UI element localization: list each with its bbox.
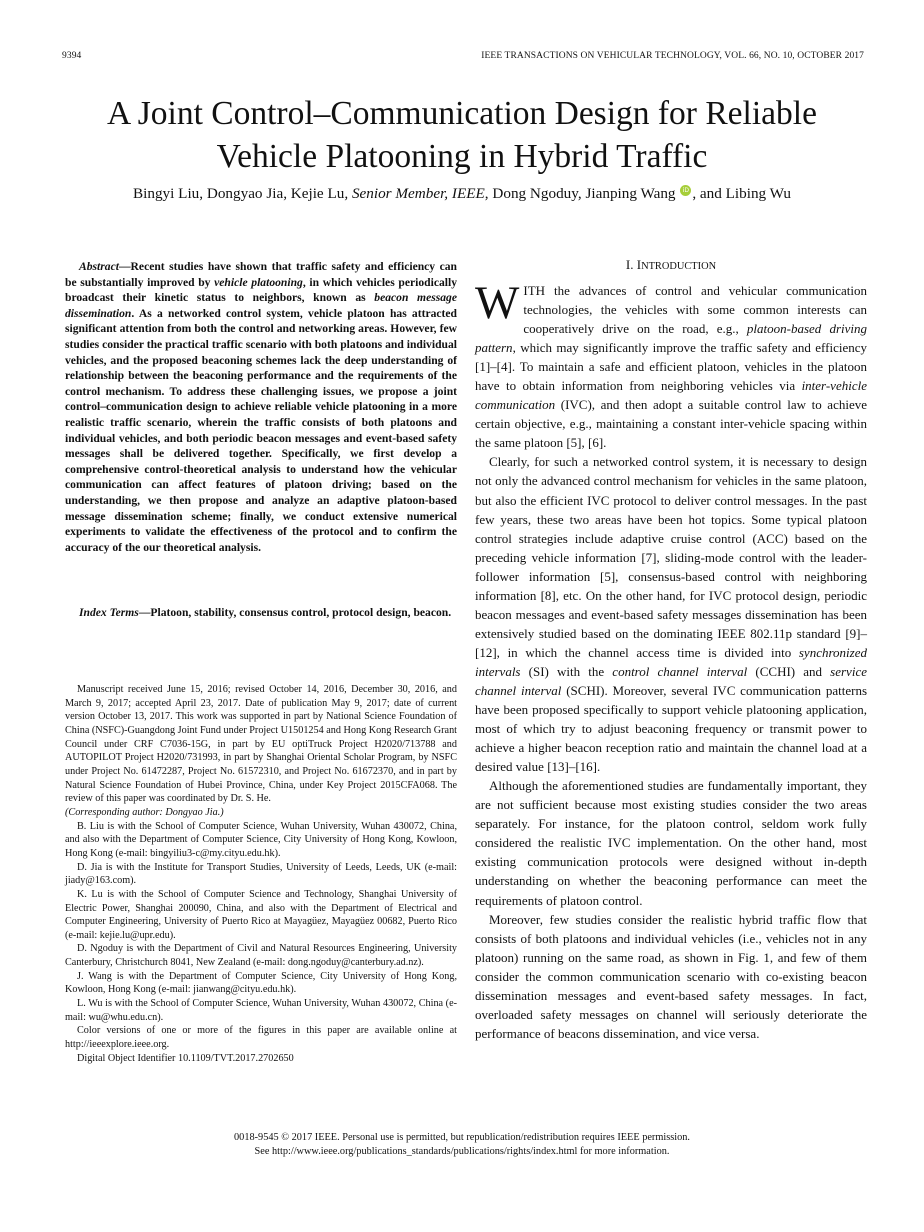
intro-emphasis: platoon-based driving pattern — [475, 321, 867, 356]
corresponding-author: (Corresponding author: Dongyao Jia.) — [65, 806, 224, 818]
intro-emphasis: control channel interval — [612, 663, 748, 679]
introduction-body — [475, 277, 868, 1043]
section-title-smallcaps: NTRODUCTION — [641, 261, 717, 272]
intro-paragraph-1 — [475, 277, 867, 452]
intro-paragraph-3: Although the aforementioned studies are fundamentally important, they are not sufficient because most existing studies consider the two areas separately. For instance, for the platoon control, seldom work fully considered the realistic IVC implementation. On the other hand, most existing communication protocols were designed without in-depth understanding on whether the beaconing performance can meet the requirements of platoon control. — [475, 778, 867, 908]
abstract-text: —Recent studies have shown that traffic safety and efficiency can be substantially improved by — [65, 260, 457, 289]
section-heading-introduction — [475, 257, 867, 273]
intro-text: , which may significantly improve the traffic safety and efficiency [1]–[4]. To maintain a safe and efficient platoon, vehicles in the platoon have to obtain information from neighboring vehicles via — [475, 340, 867, 394]
journal-header: IEEE TRANSACTIONS ON VEHICULAR TECHNOLOGY, VOL. 66, NO. 10, OCTOBER 2017 — [481, 51, 864, 61]
author-role: , Senior Member, IEEE — [344, 185, 485, 202]
footnote-manuscript: Manuscript received June 15, 2016; revised October 14, 2016, December 30, 2016, and March 9, 2017; accepted April 23, 2017. Date of publication May 9, 2017; date of current version October 13, 2017. This work was supported in part by National Science Foundation of China (NSFC)-Guangdong Joint Fund under Project U1501254 and Hong Kong Research Grant Council under CRF C7036-15G, in part by EU optiTruck Project H2020/713788 and AUTOPILOT Project H2020/731993, in part by Shanghai Oriental Scholar Program, by NSFC under Project No. 61472287, Project No. 61572310, and Project No. 61672370, and in part by Natural Science Foundation of Hubei Province, China, under Key Project 2015CFA068. The review of this paper was coordinated by Dr. S. He. — [65, 684, 457, 805]
footnote-affiliation-jia: D. Jia is with the Institute for Transport Studies, University of Leeds, Leeds, UK (e-mail: jiady@163.com). — [65, 861, 457, 887]
section-numeral: I. I — [625, 257, 642, 272]
copyright-line-1: 0018-9545 © 2017 IEEE. Personal use is permitted, but republication/redistribution requires IEEE permission. — [234, 1132, 690, 1143]
footnote-affiliation-lu: K. Lu is with the School of Computer Science and Technology, Shanghai University of Electric Power, Shanghai 200090, China, and also with the Department of Electrical and Computer Engineering, University of Puerto Rico at Mayagüez, Mayagüez 00682, Puerto Rico (e-mail: kejie.lu@upr.edu). — [65, 888, 457, 941]
intro-text: (SCHI). Moreover, several IVC communication patterns have been proposed specifically to support vehicle platooning application, most of which try to adjust beaconing frequency or transmit power to achieve a higher beacon reception ratio and maintain the channel load at a desired value [13]–[16]. — [475, 682, 868, 775]
intro-text: ITH the advances of control and vehicular communication technologies, the vehicles with some common interests can cooperatively drive on the road, e.g., — [523, 283, 867, 337]
index-terms — [65, 605, 457, 621]
intro-paragraph-2 — [475, 452, 867, 776]
author-list — [40, 185, 884, 203]
footnote-corresponding — [65, 806, 457, 820]
abstract-emphasis: vehicle platooning — [214, 275, 303, 289]
footnote-affiliation-wang: J. Wang is with the Department of Computer Science, City University of Hong Kong, Kowloon, Hong Kong (e-mail: jianwang@cityu.edu.hk). — [65, 970, 457, 996]
page-number: 9394 — [62, 51, 82, 61]
index-terms-label: Index Terms — [79, 606, 139, 619]
authors-part-2: , Dong Ngoduy, Jianping Wang — [484, 185, 676, 202]
paper-title — [40, 92, 884, 178]
title-line-1: A Joint Control–Communication Design for Reliable — [107, 95, 817, 132]
title-line-2: Vehicle Platooning in Hybrid Traffic — [216, 138, 708, 175]
footnote-affiliation-ngoduy: D. Ngoduy is with the Department of Civil and Natural Resources Engineering, University Canterbury, Christchurch 8041, New Zealand (e-mail: dong.ngoduy@canterbury.ad.nz). — [65, 943, 457, 969]
footnote-doi: Digital Object Identifier 10.1109/TVT.2017.2702650 — [77, 1052, 294, 1064]
drop-cap: W — [475, 277, 520, 329]
intro-emphasis: service channel interval — [475, 663, 867, 698]
intro-emphasis: inter-vehicle communication — [475, 378, 867, 413]
intro-emphasis: synchronized intervals — [475, 644, 867, 679]
footnote-affiliation-wu: L. Wu is with the School of Computer Science, Wuhan University, Wuhan 430072, China (e-mail: wu@whu.edu.cn). — [65, 998, 457, 1023]
intro-paragraph-4: Moreover, few studies consider the realistic hybrid traffic flow that consists of both platoons and individual vehicles (i.e., vehicles not in any platoon) running on the same road, as shown in Fig. 1, and few of them consider the common communication scenario with co-existing beacon dissemination messages and event-based safety messages. In fact, overloaded safety messages on channel will seriously deteriorate the performance of beacons dissemination, and vice versa. — [475, 911, 867, 1041]
footnote-color-versions: Color versions of one or more of the figures in this paper are available online at http://ieeexplore.ieee.org. — [65, 1025, 457, 1051]
abstract-text: , in which vehicles periodically broadcast their kinetic status to neighbors, known as — [65, 275, 457, 305]
authors-part-3: , and Libing Wu — [692, 185, 791, 202]
authors-part-1: Bingyi Liu, Dongyao Jia, Kejie Lu — [133, 185, 345, 202]
orcid-icon[interactable]: iD — [680, 185, 691, 196]
abstract-emphasis: beacon message dissemination — [65, 291, 457, 320]
intro-text: Clearly, for such a networked control system, it is necessary to design not only the advanced control mechanism for vehicles in the same platoon, but also the efficient IVC protocol to deliver control messages. In the past few years, these two areas have been hot topics. Some typical platoon control strategies include adaptive cruise control (ACC) based on the preceding vehicle information [7], sliding-mode control with the leader-follower information [5], consensus-based control with neighboring information [8], etc. On the other hand, for IVC protocol design, periodic beacon messages and event-based safety messages dissemination has been extensively studied based on the dominating IEEE 802.11p standard [9]–[12], in which the channel access time is divided into — [475, 454, 867, 660]
abstract-label: Abstract — [79, 260, 119, 273]
footnotes — [65, 683, 457, 1065]
abstract-text: . As a networked control system, vehicle platoon has attracted significant attention from both the control and networking areas. However, few studies consider the practical traffic scenario with both platoons and individual vehicles, and the proposed beaconing schemes lack the deep understanding of relationship between the beaconing performance and the requirements of the control mechanism. To address these challenging issues, we propose a joint control–communication design to achieve reliable vehicle platooning in a more realistic traffic scenario, wherein the traffic consists of both platoons and individual vehicles, and both periodic beacon messages and event-based safety messages shall be delivered together. Specifically, we first develop a comprehensive control-theoretical analysis to understand how the vehicular communication can affect features of platoon driving; based on the understanding, we then propose and analyze an adaptive platoon-based message dissemination scheme; finally, we conduct extensive numerical experiments to validate the effectiveness of the protocol and to confirm the accuracy of the our theoretical analysis. — [65, 306, 457, 554]
copyright-line-2[interactable]: See http://www.ieee.org/publications_standards/publications/rights/index.html for more information. — [254, 1145, 670, 1157]
abstract — [65, 259, 457, 555]
index-terms-text: —Platoon, stability, consensus control, protocol design, beacon. — [138, 606, 452, 619]
intro-text: (SI) with the — [520, 663, 613, 679]
footnote-affiliation-liu: B. Liu is with the School of Computer Science, Wuhan University, Wuhan 430072, China, and also with the Department of Computer Science, City University of Hong Kong, Kowloon, Hong Kong (e-mail: bingyiliu3-c@my.cityu.edu.hk). — [65, 820, 457, 859]
intro-text: (IVC), and then adopt a suitable control law to achieve certain objective, e.g., maintaining a constant inter-vehicle spacing within the same platoon [5], [6]. — [475, 397, 867, 451]
copyright-notice — [40, 1131, 884, 1158]
intro-text: (CCHI) and — [747, 663, 831, 679]
